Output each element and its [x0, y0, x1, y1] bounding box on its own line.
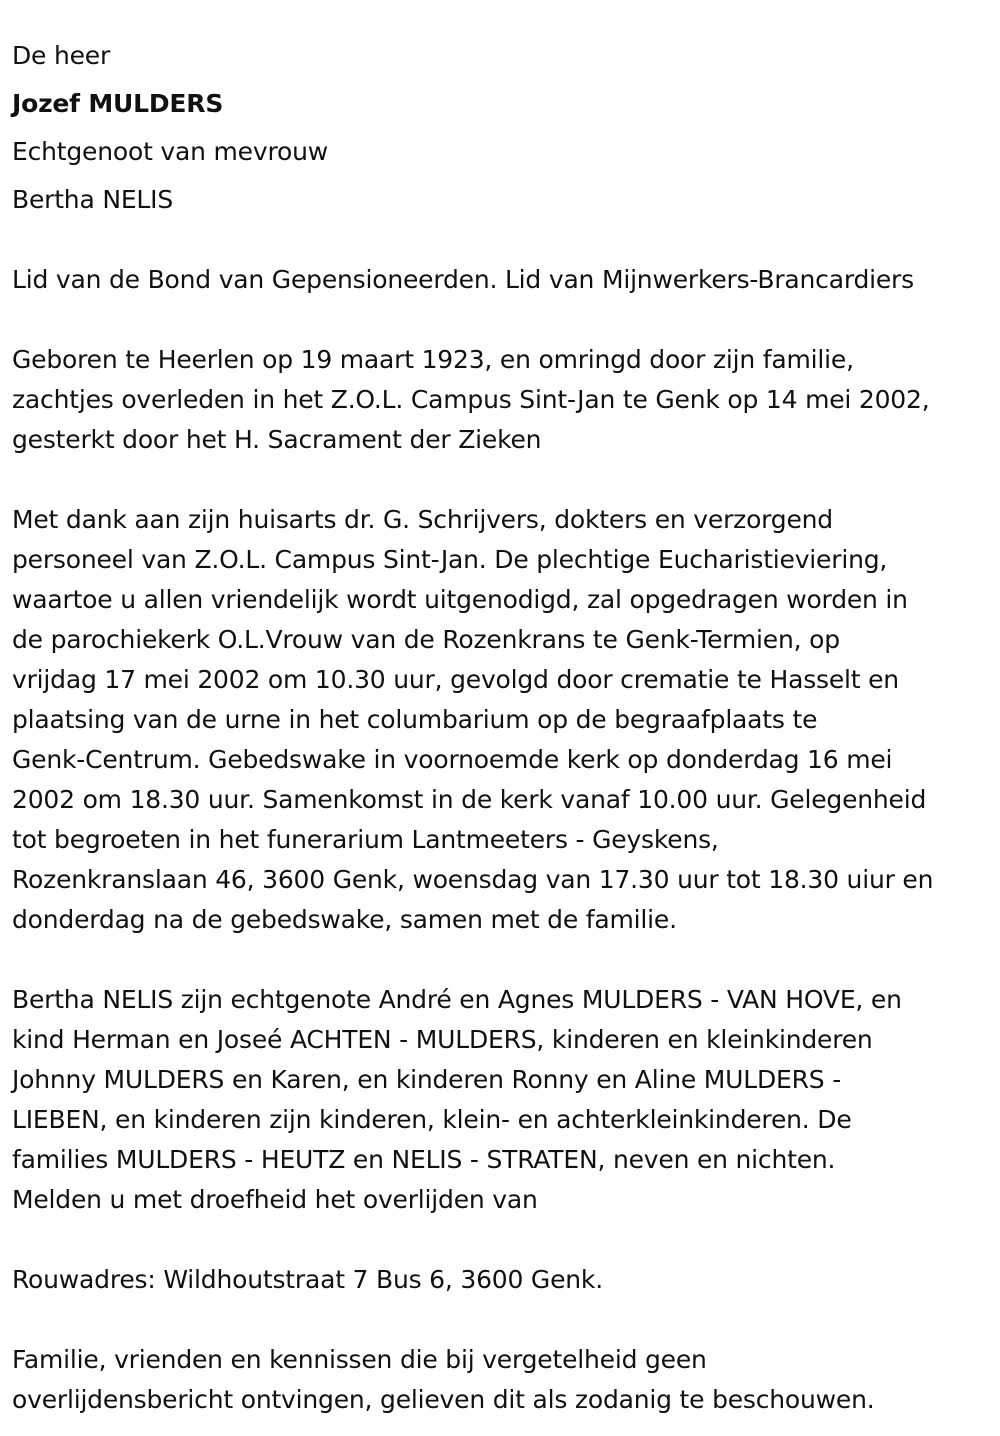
header-block [12, 32, 990, 224]
ceremony-paragraph [12, 500, 990, 940]
spouse-name: Bertha NELIS [12, 185, 173, 214]
paragraph-line: Lid van de Bond van Gepensioneerden. Lid van Mijnwerkers-Brancardiers [12, 265, 914, 294]
mourning-address: Rouwadres: Wildhoutstraat 7 Bus 6, 3600 Genk. [12, 1265, 603, 1294]
paragraph-line: waartoe u allen vriendelijk wordt uitgenodigd, zal opgedragen worden in [12, 585, 908, 614]
address-paragraph [12, 1260, 990, 1300]
paragraph-line: Genk-Centrum. Gebedswake in voornoemde kerk op donderdag 16 mei [12, 745, 893, 774]
paragraph-line: 2002 om 18.30 uur. Samenkomst in de kerk vanaf 10.00 uur. Gelegenheid [12, 785, 927, 814]
paragraph-line: Geboren te Heerlen op 19 maart 1923, en omringd door zijn familie, [12, 345, 854, 374]
paragraph-line: Johnny MULDERS en Karen, en kinderen Ronny en Aline MULDERS - [12, 1065, 842, 1094]
paragraph-line: personeel van Z.O.L. Campus Sint-Jan. De plechtige Eucharistieviering, [12, 545, 888, 574]
paragraph-line: plaatsing van de urne in het columbarium op de begraafplaats te [12, 705, 818, 734]
paragraph-line: Met dank aan zijn huisarts dr. G. Schrijvers, dokters en verzorgend [12, 505, 833, 534]
paragraph-line: overlijdensbericht ontvingen, gelieven dit als zodanig te beschouwen. [12, 1385, 875, 1414]
paragraph-line: Bertha NELIS zijn echtgenote André en Agnes MULDERS - VAN HOVE, en [12, 985, 902, 1014]
paragraph-line: vrijdag 17 mei 2002 om 10.30 uur, gevolgd door crematie te Hasselt en [12, 665, 899, 694]
paragraph-line: tot begroeten in het funerarium Lantmeeters - Geyskens, [12, 825, 719, 854]
paragraph-line: kind Herman en Joseé ACHTEN - MULDERS, kinderen en kleinkinderen [12, 1025, 873, 1054]
paragraph-line: zachtjes overleden in het Z.O.L. Campus Sint-Jan te Genk op 14 mei 2002, [12, 385, 930, 414]
spouse-intro: Echtgenoot van mevrouw [12, 137, 328, 166]
paragraph-line: Familie, vrienden en kennissen die bij vergetelheid geen [12, 1345, 707, 1374]
deceased-name: Jozef MULDERS [12, 89, 224, 118]
membership-paragraph [12, 260, 990, 300]
paragraph-line: donderdag na de gebedswake, samen met de familie. [12, 905, 677, 934]
paragraph-line: Rozenkranslaan 46, 3600 Genk, woensdag van 17.30 uur tot 18.30 uiur en [12, 865, 934, 894]
paragraph-line: gesterkt door het H. Sacrament der Zieken [12, 425, 542, 454]
salutation: De heer [12, 41, 111, 70]
closing-paragraph [12, 1340, 990, 1420]
paragraph-line: families MULDERS - HEUTZ en NELIS - STRATEN, neven en nichten. [12, 1145, 836, 1174]
paragraph-line: de parochiekerk O.L.Vrouw van de Rozenkrans te Genk-Termien, op [12, 625, 840, 654]
paragraph-line: Melden u met droefheid het overlijden van [12, 1185, 538, 1214]
paragraph-line: LIEBEN, en kinderen zijn kinderen, klein- en achterkleinkinderen. De [12, 1105, 852, 1134]
birth-death-paragraph [12, 340, 990, 460]
family-paragraph [12, 980, 990, 1220]
